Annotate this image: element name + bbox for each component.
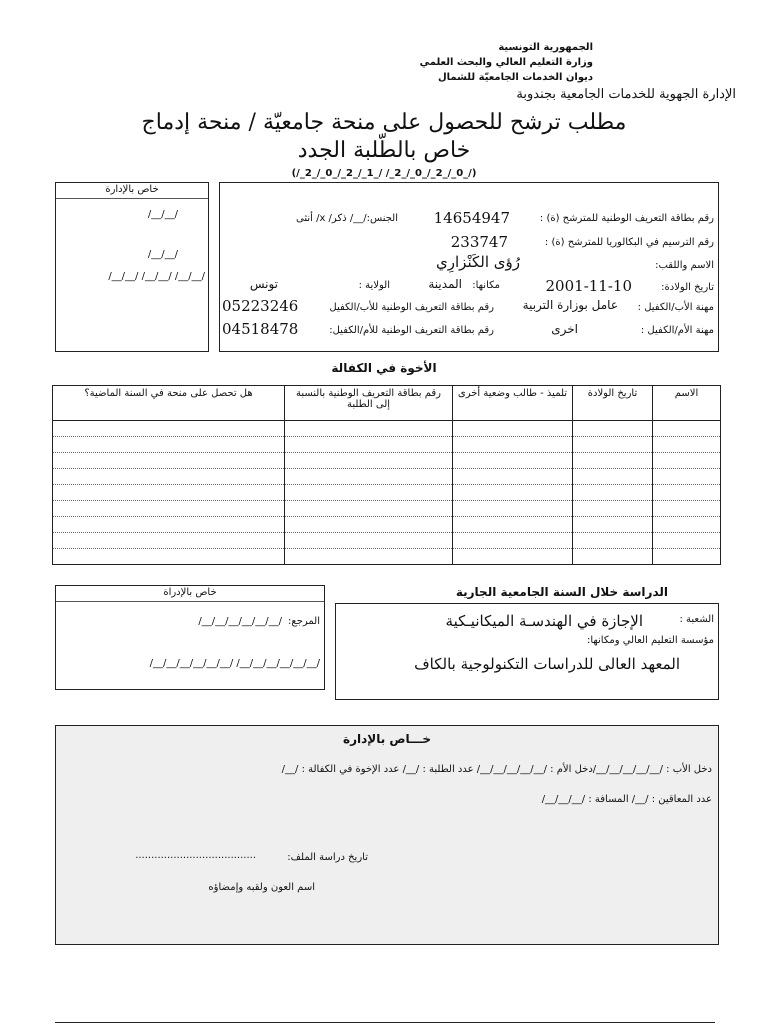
- col-header-name: الاسم: [653, 386, 721, 421]
- table-row: [53, 469, 721, 485]
- table-cell[interactable]: [653, 485, 721, 501]
- table-cell[interactable]: [453, 421, 573, 437]
- admin-top-field-3: /__/__/ /__/__/ /__/__/: [108, 271, 205, 282]
- admin-box-bottom: [55, 725, 719, 945]
- table-cell[interactable]: [573, 501, 653, 517]
- table-cell[interactable]: [453, 485, 573, 501]
- header-ministry: وزارة التعليم العالي والبحث العلمي: [419, 57, 593, 68]
- table-cell[interactable]: [653, 533, 721, 549]
- bac-value[interactable]: 233747: [450, 233, 508, 251]
- reference-label: المرجع:: [288, 616, 320, 627]
- table-row: [53, 421, 721, 437]
- table-cell[interactable]: [53, 517, 285, 533]
- table-cell[interactable]: [653, 469, 721, 485]
- father-job-value[interactable]: عامل بوزارة التربية: [522, 298, 618, 312]
- table-cell[interactable]: [285, 437, 453, 453]
- birth-label: تاريخ الولادة:: [661, 282, 714, 293]
- header-republic: الجمهورية التونسية: [498, 42, 593, 53]
- disabled-distance-row[interactable]: عدد المعاقين : /__/ المسافة : /__/__/__/: [541, 794, 712, 805]
- table-cell[interactable]: [53, 501, 285, 517]
- table-cell[interactable]: [285, 549, 453, 565]
- table-cell[interactable]: [573, 437, 653, 453]
- study-box: [335, 603, 719, 700]
- table-row: [53, 485, 721, 501]
- table-cell[interactable]: [653, 453, 721, 469]
- mother-job-value[interactable]: اخرى: [551, 322, 578, 336]
- table-cell[interactable]: [653, 517, 721, 533]
- form-subtitle: خاص بالطّلبة الجدد: [297, 138, 471, 163]
- governorate-label: الولاية :: [358, 280, 390, 291]
- mother-id-label: رقم بطاقة التعريف الوطنية للأم/الكفيل:: [329, 325, 494, 336]
- table-row: [53, 437, 721, 453]
- candidate-id-value[interactable]: 14654947: [433, 209, 510, 227]
- admin-mid-field-2[interactable]: /__/__/__/__/__/__/ /__/__/__/__/__/__/: [149, 658, 320, 669]
- table-cell[interactable]: [453, 517, 573, 533]
- header-regional: الإدارة الجهوية للخدمات الجامعية بجندوبة: [516, 87, 736, 102]
- form-year-code: (/_2_/_0_/_2_/_1_/ /_2_/_0_/_2_/_0_/): [291, 168, 477, 179]
- table-cell[interactable]: [453, 469, 573, 485]
- table-cell[interactable]: [285, 453, 453, 469]
- table-cell[interactable]: [53, 421, 285, 437]
- table-cell[interactable]: [53, 469, 285, 485]
- income-row[interactable]: دخل الأب : /__/__/__/__/__/دخل الأم : /__/__/__/__/__/ عدد الطلبة : /__/ عدد الإخوة في الكفالة : /__/: [281, 764, 712, 775]
- table-cell[interactable]: [285, 501, 453, 517]
- form-title: مطلب ترشح للحصول على منحة جامعيّة / منحة إدماج: [141, 110, 627, 135]
- gender-field[interactable]: الجنس:/__/ ذكر/ x/ أنثى: [295, 213, 398, 224]
- table-cell[interactable]: [573, 421, 653, 437]
- table-cell[interactable]: [53, 485, 285, 501]
- table-cell[interactable]: [453, 501, 573, 517]
- table-cell[interactable]: [573, 549, 653, 565]
- table-cell[interactable]: [573, 485, 653, 501]
- birth-place-label: مكانها:: [472, 280, 500, 291]
- table-row: [53, 517, 721, 533]
- col-header-birthdate: تاريخ الولادة: [573, 386, 653, 421]
- admin-top-field-2: /__/__/: [147, 249, 178, 260]
- col-header-scholarship: هل تحصل على منحة في السنة الماضية؟: [53, 386, 285, 421]
- col-header-id: رقم بطاقة التعريف الوطنية بالنسبة إلى الطلبة: [285, 386, 453, 421]
- table-cell[interactable]: [453, 533, 573, 549]
- candidate-info-box: [219, 182, 719, 352]
- admin-box-mid-label: خاص بالإدراة: [163, 587, 217, 598]
- footer-divider: [55, 1022, 715, 1023]
- admin-bottom-title: خـــاص بالإدارة: [343, 732, 431, 746]
- study-date-field[interactable]: ......................................: [135, 850, 256, 861]
- father-id-label: رقم بطاقة التعريف الوطنية للأب/الكفيل: [329, 302, 494, 313]
- reference-value[interactable]: /__/__/__/__/__/__/: [198, 616, 282, 627]
- table-cell[interactable]: [53, 437, 285, 453]
- birth-value[interactable]: 2001-11-10: [545, 277, 632, 295]
- table-cell[interactable]: [53, 533, 285, 549]
- admin-box-top-label: خاص بالإدارة: [105, 184, 159, 195]
- admin-top-field-1: /__/__/: [147, 209, 178, 220]
- table-cell[interactable]: [453, 453, 573, 469]
- governorate-value[interactable]: تونس: [249, 277, 278, 291]
- branch-value[interactable]: الإجازة في الهندسـة الميكانيـكية: [445, 612, 643, 630]
- table-cell[interactable]: [573, 453, 653, 469]
- table-cell[interactable]: [285, 469, 453, 485]
- siblings-title: الأخوة في الكفالة: [331, 361, 437, 375]
- table-cell[interactable]: [653, 437, 721, 453]
- branch-label: الشعبة :: [679, 614, 714, 625]
- bac-label: رقم الترسيم في البكالوريا للمترشح (ة) :: [544, 237, 714, 248]
- table-cell[interactable]: [653, 501, 721, 517]
- institution-value[interactable]: المعهد العالى للدراسات التكنولوجية بالكاف: [414, 655, 680, 673]
- admin-box-mid: [55, 585, 325, 690]
- table-cell[interactable]: [573, 469, 653, 485]
- mother-job-label: مهنة الأم/الكفيل :: [640, 325, 714, 336]
- table-cell[interactable]: [285, 517, 453, 533]
- mother-id-value[interactable]: 04518478: [222, 320, 299, 338]
- table-cell[interactable]: [285, 533, 453, 549]
- table-row: [53, 549, 721, 565]
- agent-signature-label: اسم العون ولقبه وإمضاؤه: [208, 882, 315, 893]
- admin-box-top: [55, 182, 209, 352]
- table-cell[interactable]: [573, 517, 653, 533]
- father-job-label: مهنة الأب/الكفيل :: [637, 302, 714, 313]
- siblings-table: [52, 385, 721, 565]
- name-label: الاسم واللقب:: [655, 260, 714, 271]
- table-cell[interactable]: [53, 453, 285, 469]
- table-cell[interactable]: [285, 421, 453, 437]
- study-title: الدراسة خلال السنة الجامعية الجارية: [455, 585, 668, 599]
- table-cell[interactable]: [653, 421, 721, 437]
- candidate-id-label: رقم بطاقة التعريف الوطنية للمترشح (ة) :: [539, 213, 714, 224]
- table-row: [53, 453, 721, 469]
- table-row: [53, 501, 721, 517]
- table-cell[interactable]: [453, 437, 573, 453]
- table-cell[interactable]: [285, 485, 453, 501]
- table-cell[interactable]: [653, 549, 721, 565]
- name-value[interactable]: رُؤى الكَنْزارِي: [436, 253, 520, 271]
- birth-place-value[interactable]: المدينة: [428, 277, 462, 291]
- table-cell[interactable]: [453, 549, 573, 565]
- institution-label: مؤسسة التعليم العالي ومكانها:: [586, 635, 714, 646]
- table-cell[interactable]: [53, 549, 285, 565]
- father-id-value[interactable]: 05223246: [222, 297, 299, 315]
- table-cell[interactable]: [573, 533, 653, 549]
- study-date-label: تاريخ دراسة الملف:: [287, 852, 368, 863]
- header-office: ديوان الخدمات الجامعيّة للشمال: [438, 72, 593, 83]
- col-header-status: تلميذ - طالب وضعية أخرى: [453, 386, 573, 421]
- table-row: [53, 533, 721, 549]
